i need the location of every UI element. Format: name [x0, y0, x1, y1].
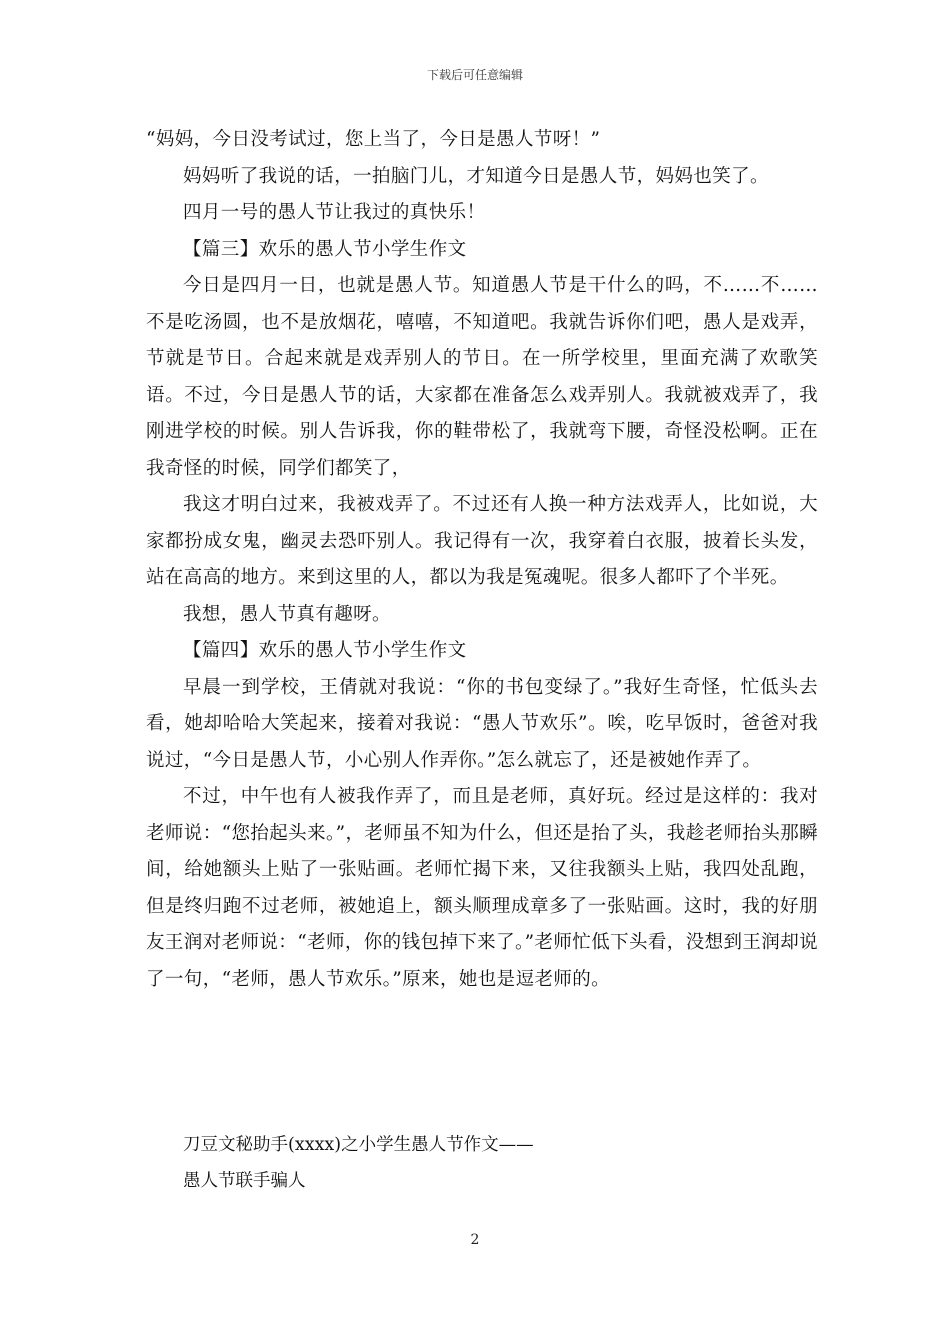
paragraph-part-three-intro: 今日是四月一日，也就是愚人节。知道愚人节是干什么的吗，不……不……不是吃汤圆，也不是放烟花，嘻嘻，不知道吧。我就告诉你们吧，愚人是戏弄，节就是节日。合起来就是戏弄别人的节日。在一所学校里，里面充满了欢歌笑语。不过，今日是愚人节的话，大家都在准备怎么戏弄别人。我就被戏弄了，我刚进学校的时候。别人告诉我，你的鞋带松了，我就弯下腰，奇怪没松啊。正在我奇怪的时候，同学们都笑了， [146, 275, 818, 479]
paragraph-happy-april-fools: 四月一号的愚人节让我过的真快乐！ [183, 202, 486, 223]
footer-note-line2: 愚人节联手骗人 [183, 1171, 306, 1191]
page-number: 2 [470, 1232, 480, 1248]
paragraph-quote-mom: “妈妈，今日没考试过，您上当了，今日是愚人节呀！” [146, 129, 601, 150]
section-heading-part-four: 【篇四】欢乐的愚人节小学生作文 [183, 640, 467, 661]
paragraph-part-four-morning: 早晨一到学校，王倩就对我说：“你的书包变绿了。”我好生奇怪，忙低头去看，她却哈哈大笑起来，接着对我说：“愚人节欢乐”。唉，吃早饭时，爸爸对我说过，“今日是愚人节，小心别人作弄你。”怎么就忘了，还是被她作弄了。 [146, 676, 818, 771]
paragraph-part-three-conclusion: 我想，愚人节真有趣呀。 [183, 603, 391, 625]
document-body [146, 122, 818, 998]
paragraph-part-four-teacher: 不过，中午也有人被我作弄了，而且是老师，真好玩。经过是这样的：我对老师说：“您抬起头来。”，老师虽不知为什么，但还是抬了头，我趁老师抬头那瞬间，给她额头上贴了一张贴画。老师忙揭下来，又往我额头上贴，我四处乱跑，但是终归跑不过老师，被她追上，额头顺理成章多了一张贴画。这时，我的好朋友王润对老师说：“老师，你的钱包掉下来了。”老师忙低下头看，没想到王润却说了一句，“老师，愚人节欢乐。”原来，她也是逗老师的。 [146, 786, 818, 990]
paragraph-part-three-ghost: 我这才明白过来，我被戏弄了。不过还有人换一种方法戏弄人，比如说，大家都扮成女鬼，幽灵去恐吓别人。我记得有一次，我穿着白衣服，披着长头发，站在高高的地方。来到这里的人，都以为我是冤魂呢。很多人都吓了个半死。 [146, 494, 818, 588]
page-header: 下载后可任意编辑 [426, 68, 523, 82]
footer-note-line1: 刀豆文秘助手(xxxx)之小学生愚人节作文—— [183, 1135, 534, 1155]
section-heading-part-three: 【篇三】欢乐的愚人节小学生作文 [183, 238, 467, 260]
footer-note [183, 1127, 823, 1199]
paragraph-mom-laughed: 妈妈听了我说的话，一拍脑门儿，才知道今日是愚人节，妈妈也笑了。 [183, 165, 769, 187]
